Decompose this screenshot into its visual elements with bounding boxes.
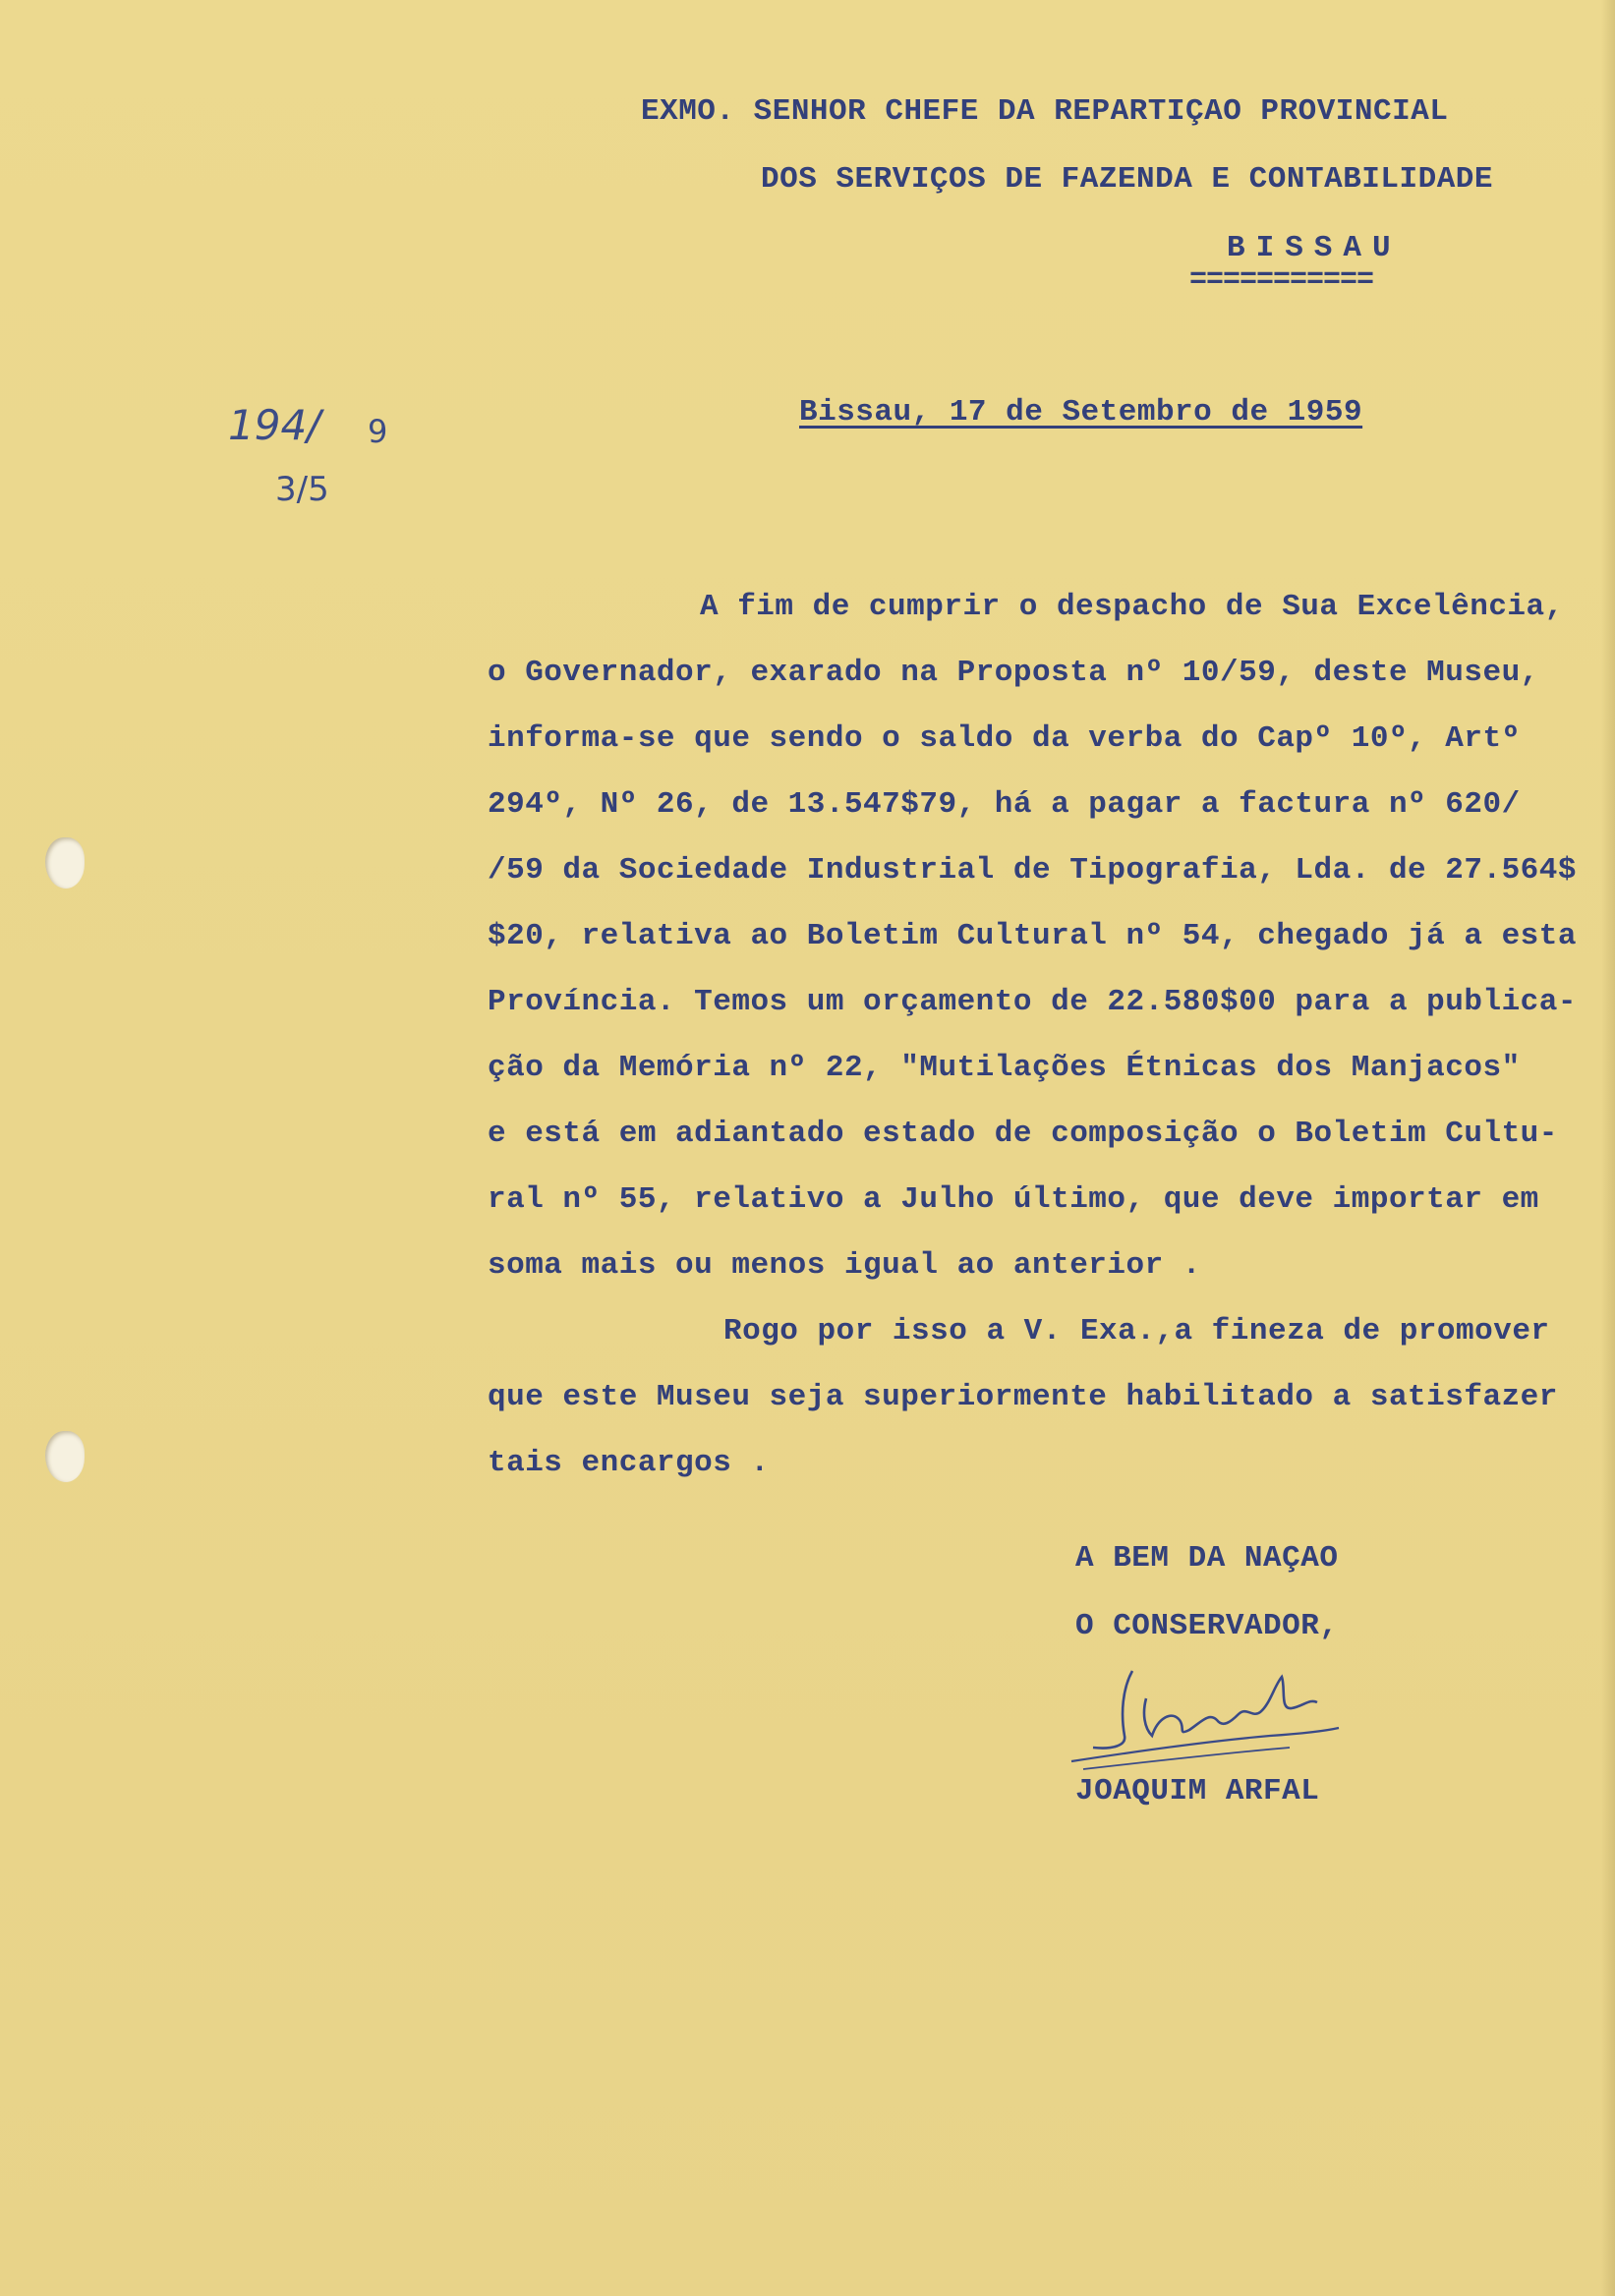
- closing-title: O CONSERVADOR,: [1075, 1609, 1339, 1643]
- handwritten-signature: [1064, 1659, 1358, 1777]
- body-line: o Governador, exarado na Proposta nº 10/59, deste Museu,: [488, 656, 1539, 690]
- paper-edge: [1601, 0, 1615, 2296]
- signatory-name: JOAQUIM ARFAL: [1075, 1774, 1320, 1808]
- closing-salutation: A BEM DA NAÇAO: [1075, 1541, 1339, 1576]
- letter-date: Bissau, 17 de Setembro de 1959: [799, 395, 1363, 430]
- body-line: Rogo por isso a V. Exa.,a fineza de promover: [723, 1314, 1550, 1349]
- body-line: ção da Memória nº 22, "Mutilações Étnicas dos Manjacos": [488, 1051, 1521, 1085]
- body-line: ral nº 55, relativo a Julho último, que deve importar em: [488, 1182, 1539, 1217]
- body-line: e está em adiantado estado de composição o Boletim Cultu-: [488, 1117, 1558, 1151]
- body-line: informa-se que sendo o saldo da verba do Capº 10º, Artº: [488, 721, 1521, 756]
- body-line: Província. Temos um orçamento de 22.580$00 para a publica-: [488, 985, 1577, 1019]
- body-line: $20, relativa ao Boletim Cultural nº 54, chegado já a esta: [488, 919, 1577, 953]
- body-line: tais encargos .: [488, 1446, 770, 1480]
- body-line: que este Museu seja superiormente habilitado a satisfazer: [488, 1380, 1558, 1414]
- handwritten-fraction: 3/5: [275, 470, 329, 509]
- handwritten-number: 9: [368, 413, 388, 450]
- punch-hole: [45, 837, 85, 889]
- addressee-city: BISSAU: [1227, 231, 1402, 265]
- addressee-line-1: EXMO. SENHOR CHEFE DA REPARTIÇAO PROVINCIAL: [641, 94, 1449, 129]
- body-line: soma mais ou menos igual ao anterior .: [488, 1248, 1201, 1283]
- punch-hole: [45, 1431, 85, 1482]
- body-line: /59 da Sociedade Industrial de Tipografia, Lda. de 27.564$: [488, 853, 1577, 888]
- city-underline-rule: ===========: [1189, 263, 1374, 297]
- body-line: A fim de cumprir o despacho de Sua Excelência,: [700, 590, 1564, 624]
- body-line: 294º, Nº 26, de 13.547$79, há a pagar a factura nº 620/: [488, 787, 1521, 822]
- handwritten-reference: 194/: [228, 401, 321, 449]
- addressee-line-2: DOS SERVIÇOS DE FAZENDA E CONTABILIDADE: [761, 162, 1494, 197]
